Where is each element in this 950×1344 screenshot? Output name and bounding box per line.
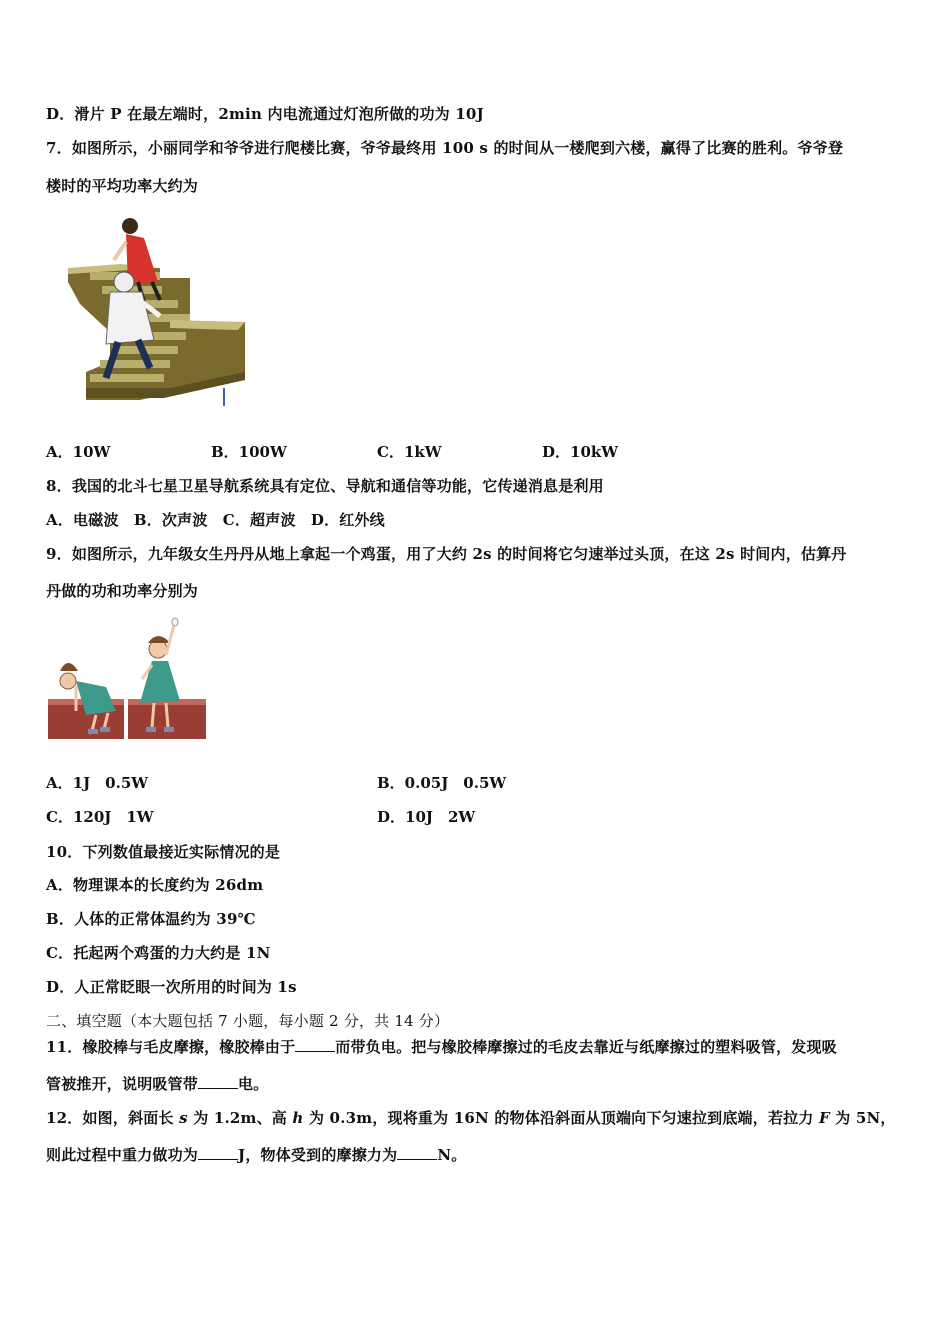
q7-option-d[interactable]: D．10kW	[542, 443, 619, 461]
q10-option-d[interactable]: D．人正常眨眼一次所用的时间为 1s	[46, 978, 297, 996]
q7-stem-line2: 楼时的平均功率大约为	[46, 177, 199, 195]
q7-stem-line1: 7．如图所示，小丽同学和爷爷进行爬楼比赛，爷爷最终用 100 s 的时间从一楼爬到六楼，赢得了比赛的胜利。爷爷登	[46, 139, 844, 157]
q12-line2	[46, 1144, 466, 1165]
q7-option-a[interactable]: A．10W	[46, 443, 111, 461]
staircase	[68, 264, 245, 406]
q12-var-f: F	[818, 1109, 830, 1127]
q7-option-b[interactable]: B．100W	[211, 443, 287, 461]
section-2-title: 二、填空题（本大题包括 7 小题，每小题 2 分，共 14 分）	[46, 1012, 450, 1030]
q12-text-d: 为 5N，	[829, 1109, 896, 1127]
q12-text-g: N。	[437, 1146, 467, 1164]
q11-blank-1[interactable]	[295, 1039, 335, 1052]
q11-text-3: 管被推开，说明吸管带	[46, 1075, 199, 1093]
q9-option-d[interactable]: D．10J 2W	[377, 808, 476, 826]
q12-line1	[46, 1107, 896, 1128]
q12-text-a: 12．如图，斜面长	[46, 1109, 180, 1127]
q10-stem: 10．下列数值最接近实际情况的是	[46, 843, 281, 861]
q12-blank-2[interactable]	[397, 1147, 437, 1160]
q9-option-c[interactable]: C．120J 1W	[46, 808, 154, 826]
q12-text-c: 为 0.3m，现将重为 16N 的物体沿斜面从顶端向下匀速拉到底端，若拉力	[303, 1109, 819, 1127]
q11-blank-2[interactable]	[198, 1076, 238, 1089]
stair-climbing-figure	[60, 212, 252, 412]
q11-text-4: 电。	[238, 1075, 269, 1093]
q6-option-d: D．滑片 P 在最左端时，2min 内电流通过灯泡所做的功为 10J	[46, 105, 484, 123]
q8-options[interactable]: A．电磁波 B．次声波 C．超声波 D．红外线	[46, 511, 385, 529]
q11-line1	[46, 1036, 837, 1057]
q9-option-a[interactable]: A．1J 0.5W	[46, 774, 149, 792]
q10-option-b[interactable]: B．人体的正常体温约为 39℃	[46, 910, 256, 928]
q10-option-c[interactable]: C．托起两个鸡蛋的力大约是 1N	[46, 944, 271, 962]
q12-blank-1[interactable]	[198, 1147, 238, 1160]
panel-right	[128, 618, 206, 739]
q10-option-a[interactable]: A．物理课本的长度约为 26dm	[46, 876, 264, 894]
girl-lifting-egg-figure	[46, 615, 208, 743]
q12-text-b: 为 1.2m、高	[187, 1109, 293, 1127]
panel-left	[48, 663, 124, 739]
q11-text-2: 而带负电。把与橡胶棒摩擦过的毛皮去靠近与纸摩擦过的塑料吸管，发现吸	[335, 1038, 837, 1056]
q12-text-e: 则此过程中重力做功为	[46, 1146, 199, 1164]
q9-stem-line1: 9．如图所示，九年级女生丹丹从地上拿起一个鸡蛋，用了大约 2s 的时间将它匀速举过头顶，在这 2s 时间内，估算丹	[46, 545, 847, 563]
q12-var-h: h	[292, 1109, 304, 1127]
q12-text-f: J，物体受到的摩擦力为	[238, 1146, 398, 1164]
q11-line2	[46, 1073, 268, 1094]
q11-text-1: 11．橡胶棒与毛皮摩擦，橡胶棒由于	[46, 1038, 296, 1056]
q7-option-c[interactable]: C．1kW	[377, 443, 442, 461]
q12-var-s: s	[179, 1109, 188, 1127]
q9-option-b[interactable]: B．0.05J 0.5W	[377, 774, 507, 792]
q9-stem-line2: 丹做的功和功率分别为	[46, 582, 199, 600]
q8-stem: 8．我国的北斗七星卫星导航系统具有定位、导航和通信等功能，它传递消息是利用	[46, 477, 604, 495]
